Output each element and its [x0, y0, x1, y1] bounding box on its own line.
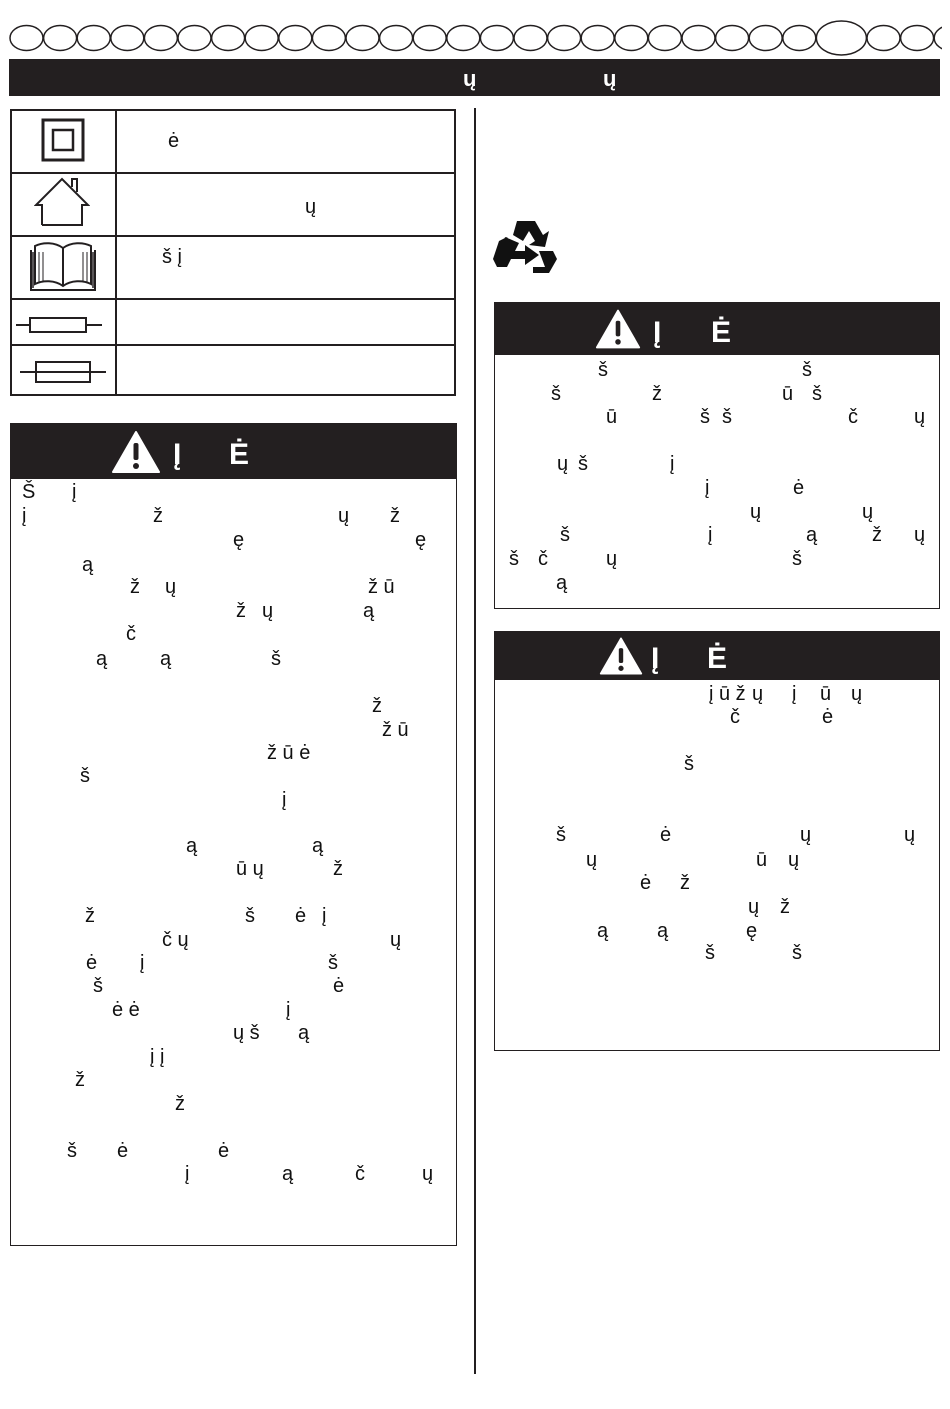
- symbol-text: ų: [305, 196, 317, 218]
- text-glyph: č: [848, 406, 858, 428]
- page-tab: [716, 26, 749, 51]
- text-glyph: ų: [748, 896, 760, 918]
- text-glyph: ų: [904, 824, 916, 846]
- page-tab: [514, 26, 547, 51]
- text-glyph: ą: [597, 920, 609, 942]
- text-glyph: į: [185, 1163, 190, 1185]
- page-tab: [212, 26, 245, 51]
- text-glyph: į ū ž: [709, 683, 746, 705]
- text-glyph: š: [245, 905, 255, 927]
- text-glyph: š: [328, 952, 338, 974]
- page-tab: [413, 26, 446, 51]
- text-glyph: ž: [130, 576, 140, 598]
- text-glyph: š: [80, 765, 90, 787]
- text-glyph: š: [551, 383, 561, 405]
- text-glyph: ę: [415, 529, 427, 551]
- page-tab: [346, 26, 379, 51]
- text-glyph: ė: [117, 1140, 129, 1162]
- page-tab: [548, 26, 581, 51]
- text-glyph: ž ū ė: [267, 742, 311, 764]
- text-glyph: ž: [652, 383, 662, 405]
- text-glyph: š: [560, 524, 570, 546]
- text-glyph: ė: [640, 872, 652, 894]
- text-glyph: ą: [96, 648, 108, 670]
- warning-triangle-icon: [595, 308, 641, 350]
- text-glyph: ų: [914, 406, 926, 428]
- page-tab: [447, 26, 480, 51]
- text-glyph: ž: [75, 1069, 85, 1091]
- text-glyph: ą: [806, 524, 818, 546]
- warning-title-glyph: Ė: [229, 438, 250, 471]
- text-glyph: į: [670, 453, 675, 475]
- text-glyph: š: [578, 453, 588, 475]
- text-glyph: ž: [372, 695, 382, 717]
- text-glyph: ą: [298, 1022, 310, 1044]
- text-glyph: ų: [851, 683, 863, 705]
- text-glyph: š: [684, 753, 694, 775]
- warning-header: [495, 303, 939, 355]
- text-glyph: š: [722, 406, 732, 428]
- text-glyph: į: [140, 952, 145, 974]
- text-glyph: ą: [312, 835, 324, 857]
- fuse-outline-icon: [20, 358, 106, 386]
- text-glyph: ė: [86, 952, 98, 974]
- page-tab: [245, 26, 278, 51]
- page-tab: [934, 26, 942, 51]
- warning-title-glyph: Į: [173, 438, 182, 471]
- text-glyph: š: [700, 406, 710, 428]
- text-glyph: š: [792, 942, 802, 964]
- page-tab: [749, 26, 782, 51]
- warning-title-glyph: Į: [653, 316, 662, 349]
- text-glyph: ų: [586, 849, 598, 871]
- text-glyph: į: [72, 481, 77, 503]
- text-glyph: ė: [333, 975, 345, 997]
- text-glyph: į į: [150, 1046, 165, 1068]
- text-glyph: ų: [788, 849, 800, 871]
- page-tab: [111, 26, 144, 51]
- text-glyph: š: [556, 824, 566, 846]
- text-glyph: ų: [606, 548, 618, 570]
- text-glyph: ą: [657, 920, 669, 942]
- text-glyph: į: [322, 905, 327, 927]
- text-glyph: ų: [752, 683, 764, 705]
- page-tab-current: [816, 21, 866, 55]
- page-tab: [380, 26, 413, 51]
- text-glyph: ž: [780, 896, 790, 918]
- text-glyph: ė ė: [112, 999, 140, 1021]
- warning-title-glyph: Į: [651, 642, 660, 675]
- symbol-text: š į: [162, 246, 182, 268]
- text-glyph: č ų: [162, 929, 189, 951]
- text-glyph: ū: [820, 683, 832, 705]
- text-glyph: ž: [236, 600, 246, 622]
- warning-triangle-icon: [111, 430, 161, 474]
- warning-triangle-icon: [599, 636, 643, 676]
- double-insulation-icon: [41, 118, 85, 162]
- title-glyph: ų: [463, 66, 477, 91]
- page-tab: [867, 26, 900, 51]
- page-tab: [279, 26, 312, 51]
- page-tab: [615, 26, 648, 51]
- text-glyph: į: [705, 477, 710, 499]
- text-glyph: ž: [680, 872, 690, 894]
- text-glyph: į: [286, 999, 291, 1021]
- warning-title-glyph: Ė: [711, 316, 732, 349]
- text-glyph: ų š: [233, 1022, 260, 1044]
- text-glyph: š: [792, 548, 802, 570]
- page-tab: [682, 26, 715, 51]
- column-divider: [474, 108, 476, 1374]
- text-glyph: č: [126, 623, 136, 645]
- text-glyph: ž: [153, 505, 163, 527]
- text-glyph: į: [282, 789, 287, 811]
- text-glyph: ą: [556, 572, 568, 594]
- page-tab: [480, 26, 513, 51]
- text-glyph: ū ų: [236, 858, 264, 880]
- title-glyph: ų: [603, 66, 617, 91]
- page-tab: [581, 26, 614, 51]
- section-title-bar: [9, 59, 940, 96]
- page-tab: [44, 26, 77, 51]
- text-glyph: ž: [333, 858, 343, 880]
- text-glyph: š: [598, 359, 608, 381]
- text-glyph: ė: [218, 1140, 230, 1162]
- text-glyph: ų: [338, 505, 350, 527]
- text-glyph: Š: [22, 481, 36, 503]
- text-glyph: ų: [557, 453, 569, 475]
- text-glyph: ė: [660, 824, 672, 846]
- symbols-table: [10, 109, 456, 396]
- text-glyph: ę: [746, 920, 758, 942]
- text-glyph: ž: [85, 905, 95, 927]
- text-glyph: š: [812, 383, 822, 405]
- text-glyph: ė: [822, 706, 834, 728]
- indoor-use-icon: [34, 175, 90, 229]
- text-glyph: ū: [606, 406, 618, 428]
- text-glyph: ų: [750, 501, 762, 523]
- text-glyph: š: [271, 648, 281, 670]
- page-tab: [178, 26, 211, 51]
- text-glyph: ž: [175, 1093, 185, 1115]
- text-glyph: ų: [390, 929, 402, 951]
- text-glyph: ū: [756, 849, 768, 871]
- page-tabs: [8, 18, 942, 58]
- text-glyph: į: [792, 683, 797, 705]
- text-glyph: č: [538, 548, 548, 570]
- text-glyph: ų: [422, 1163, 434, 1185]
- text-glyph: š: [705, 942, 715, 964]
- page-tab: [648, 26, 681, 51]
- text-glyph: ų: [262, 600, 274, 622]
- text-glyph: ą: [186, 835, 198, 857]
- page-tab: [77, 26, 110, 51]
- symbol-text: ė: [168, 130, 180, 152]
- text-glyph: š: [93, 975, 103, 997]
- warning-header: [11, 424, 456, 479]
- text-glyph: č: [355, 1163, 365, 1185]
- text-glyph: į: [708, 524, 713, 546]
- text-glyph: ą: [363, 600, 375, 622]
- text-glyph: ą: [82, 554, 94, 576]
- text-glyph: ų: [862, 501, 874, 523]
- text-glyph: ž ū: [368, 576, 395, 598]
- warning-title-glyph: Ė: [707, 642, 728, 675]
- text-glyph: ž: [872, 524, 882, 546]
- recycle-icon: [493, 215, 559, 277]
- text-glyph: ė: [295, 905, 307, 927]
- text-glyph: ė: [793, 477, 805, 499]
- warning-header: [495, 632, 939, 680]
- text-glyph: ą: [160, 648, 172, 670]
- text-glyph: ų: [165, 576, 177, 598]
- page-tab: [144, 26, 177, 51]
- page-tab: [901, 26, 934, 51]
- text-glyph: ų: [914, 524, 926, 546]
- text-glyph: š: [67, 1140, 77, 1162]
- text-glyph: ž: [390, 505, 400, 527]
- text-glyph: į: [22, 505, 27, 527]
- text-glyph: ž ū: [382, 719, 409, 741]
- page-tab: [783, 26, 816, 51]
- text-glyph: ų: [800, 824, 812, 846]
- fuse-icon: [16, 313, 102, 337]
- page-tab: [10, 26, 43, 51]
- text-glyph: ę: [233, 529, 245, 551]
- read-manual-icon: [27, 238, 99, 294]
- page-tab: [312, 26, 345, 51]
- text-glyph: š: [802, 359, 812, 381]
- text-glyph: ū: [782, 383, 794, 405]
- text-glyph: č: [730, 706, 740, 728]
- text-glyph: ą: [282, 1163, 294, 1185]
- text-glyph: š: [509, 548, 519, 570]
